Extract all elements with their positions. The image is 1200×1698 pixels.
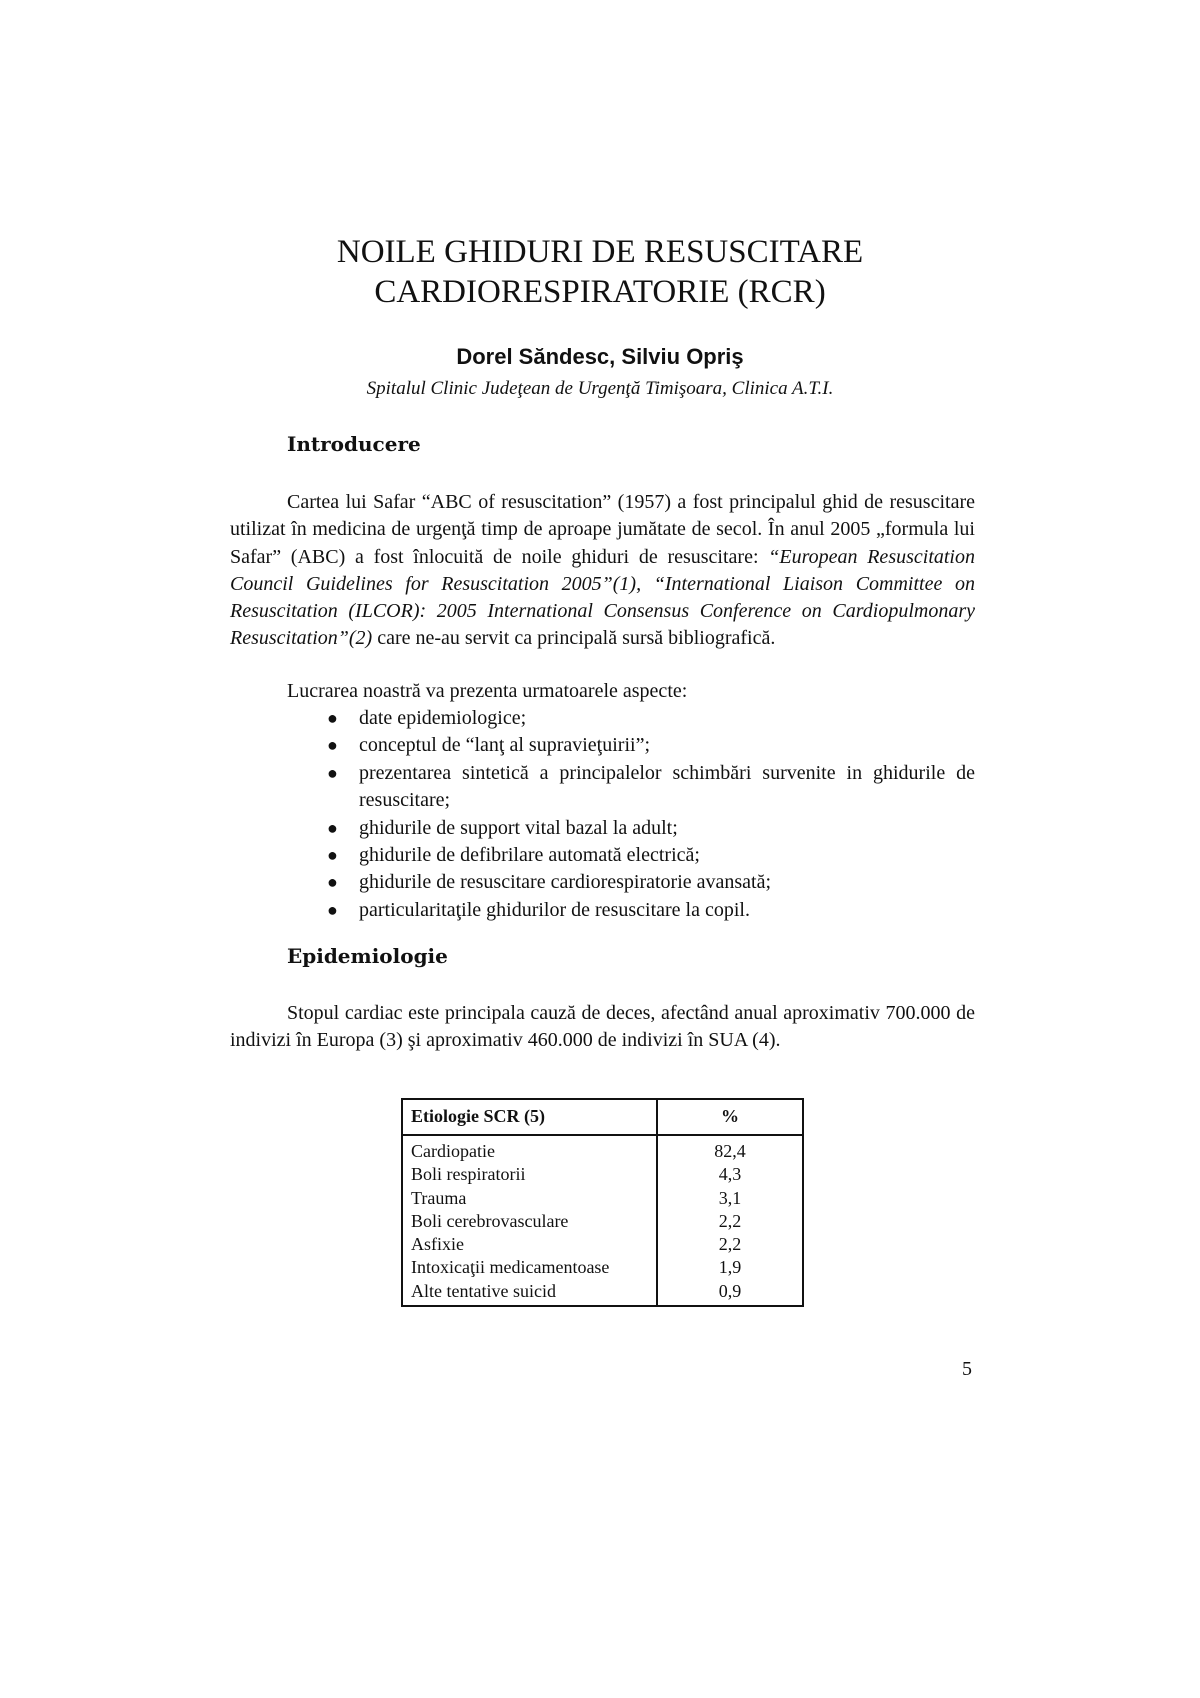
table-row: Boli respiratorii 4,3 bbox=[402, 1163, 803, 1186]
title-line-2: CARDIORESPIRATORIE (RCR) bbox=[374, 274, 826, 310]
page-number: 5 bbox=[962, 1358, 972, 1380]
title-line-1: NOILE GHIDURI DE RESUSCITARE bbox=[336, 234, 864, 270]
affiliation: Spitalul Clinic Judeţean de Urgenţă Timişoara, Clinica A.T.I. bbox=[366, 378, 834, 399]
bullet-icon: ● bbox=[327, 735, 338, 756]
etiology-table bbox=[401, 1098, 804, 1307]
paper-title bbox=[0, 232, 1200, 312]
table-header-etiology: Etiologie SCR (5) bbox=[402, 1099, 657, 1135]
intro-text-a: Cartea lui Safar “ABC of resuscitation” (1957) a fost principalul ghid de resuscitare utilizat în medicina de urgenţă timp de aproape jumătate de secol. În anul 2005 „formula lui Safar” (ABC) a fost înlocuită de noile ghiduri de resuscitare: bbox=[230, 491, 975, 568]
list-item: ● prezentarea sintetică a principalelor schimbări survenite in ghidurile de resuscitare; bbox=[327, 761, 975, 812]
table-row: Alte tentative suicid 0,9 bbox=[402, 1280, 803, 1306]
table-row: Intoxicaţii medicamentoase 1,9 bbox=[402, 1256, 803, 1279]
bullet-icon: ● bbox=[327, 899, 338, 920]
heading-introducere: Introducere bbox=[287, 432, 421, 456]
bullet-icon: ● bbox=[327, 872, 338, 893]
list-item: ● ghidurile de support vital bazal la adult; bbox=[287, 815, 975, 842]
intro-paragraph bbox=[230, 489, 975, 653]
list-item: ● ghidurile de defibrilare automată electrică; bbox=[287, 842, 975, 869]
epidem-paragraph bbox=[230, 1000, 975, 1055]
aspects-lead: Lucrarea noastră va prezenta urmatoarele aspecte: bbox=[287, 680, 688, 702]
table-row: Trauma 3,1 bbox=[402, 1187, 803, 1210]
table-row: Boli cerebrovasculare 2,2 bbox=[402, 1210, 803, 1233]
intro-text-b: care ne-au servit ca principală sursă bibliografică. bbox=[372, 627, 776, 650]
bullet-icon: ● bbox=[327, 845, 338, 866]
bullet-icon: ● bbox=[327, 817, 338, 838]
epidem-text: Stopul cardiac este principala cauză de deces, afectând anual aproximativ 700.000 de indivizi în Europa (3) şi aproximativ 460.000 de indivizi în SUA (4). bbox=[230, 1002, 975, 1052]
list-item: ● date epidemiologice; bbox=[287, 705, 975, 732]
list-item: ● particularitaţile ghidurilor de resuscitare la copil. bbox=[287, 897, 975, 924]
table-header-percent: % bbox=[657, 1099, 803, 1135]
bullet-icon: ● bbox=[327, 762, 338, 783]
list-item: ● ghidurile de resuscitare cardiorespiratorie avansată; bbox=[287, 869, 975, 896]
table-row: Cardiopatie 82,4 bbox=[402, 1135, 803, 1163]
intro-text-italic: “European Resuscitation Council Guidelines for Resuscitation 2005”(1), “International Liaison Committee on Resuscitation (ILCOR): 2005 International Consensus Conference on Cardiopulmonary Resuscitation”(2) bbox=[230, 545, 975, 650]
heading-epidemiologie: Epidemiologie bbox=[287, 944, 448, 968]
list-item: ● conceptul de “lanţ al supravieţuirii”; bbox=[287, 732, 975, 759]
aspects-list bbox=[287, 705, 975, 924]
authors: Dorel Săndesc, Silviu Opriş bbox=[456, 344, 744, 369]
table-row: Asfixie 2,2 bbox=[402, 1233, 803, 1256]
table-header-row bbox=[402, 1099, 803, 1135]
bullet-icon: ● bbox=[327, 708, 338, 728]
